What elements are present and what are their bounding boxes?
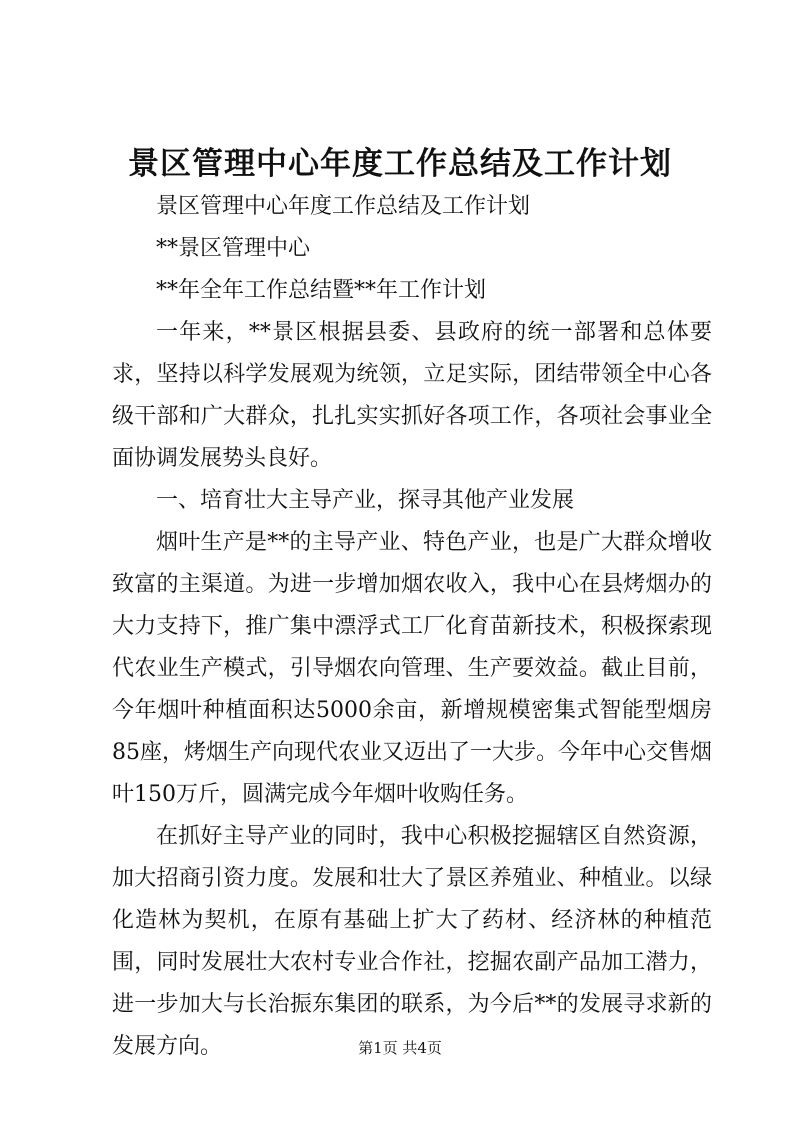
- paragraph-heading: **年全年工作总结暨**年工作计划: [156, 278, 487, 303]
- document-body: [112, 186, 712, 1068]
- paragraph-organization: **景区管理中心: [156, 236, 311, 261]
- paragraph-tobacco: 烟叶生产是**的主导产业、特色产业，也是广大群众增收致富的主渠道。为进一步增加烟农收入，我中心在县烤烟办的大力支持下，推广集中漂浮式工厂化育苗新技术，积极探索现代农业生产模式，引导烟农向管理、生产要效益。截止目前，今年烟叶种植面积达5000余亩，新增规模密集式智能型烟房85座，烤烟生产向现代农业又迈出了一大步。今年中心交售烟叶150万斤，圆满完成今年烟叶收购任务。: [112, 530, 712, 807]
- document-title: 景区管理中心年度工作总结及工作计划: [128, 146, 672, 182]
- paragraph-resources: 在抓好主导产业的同时，我中心积极挖掘辖区自然资源，加大招商引资力度。发展和壮大了景区养殖业、种植业。以绿化造林为契机，在原有基础上扩大了药材、经济林的种植范围，同时发展壮大农村专业合作社，挖掘农副产品加工潜力，进一步加大与长治振东集团的联系，为今后**的发展寻求新的发展方向。: [112, 824, 712, 1059]
- page-number-footer: 第1页 共4页: [358, 1039, 442, 1057]
- paragraph-intro: 一年来，**景区根据县委、县政府的统一部署和总体要求，坚持以科学发展观为统领，立足实际，团结带领全中心各级干部和广大群众，扎扎实实抓好各项工作，各项社会事业全面协调发展势头良好。: [112, 320, 712, 471]
- paragraph-subtitle: 景区管理中心年度工作总结及工作计划: [156, 194, 531, 219]
- section-heading-1: 一、培育壮大主导产业，探寻其他产业发展: [156, 488, 575, 513]
